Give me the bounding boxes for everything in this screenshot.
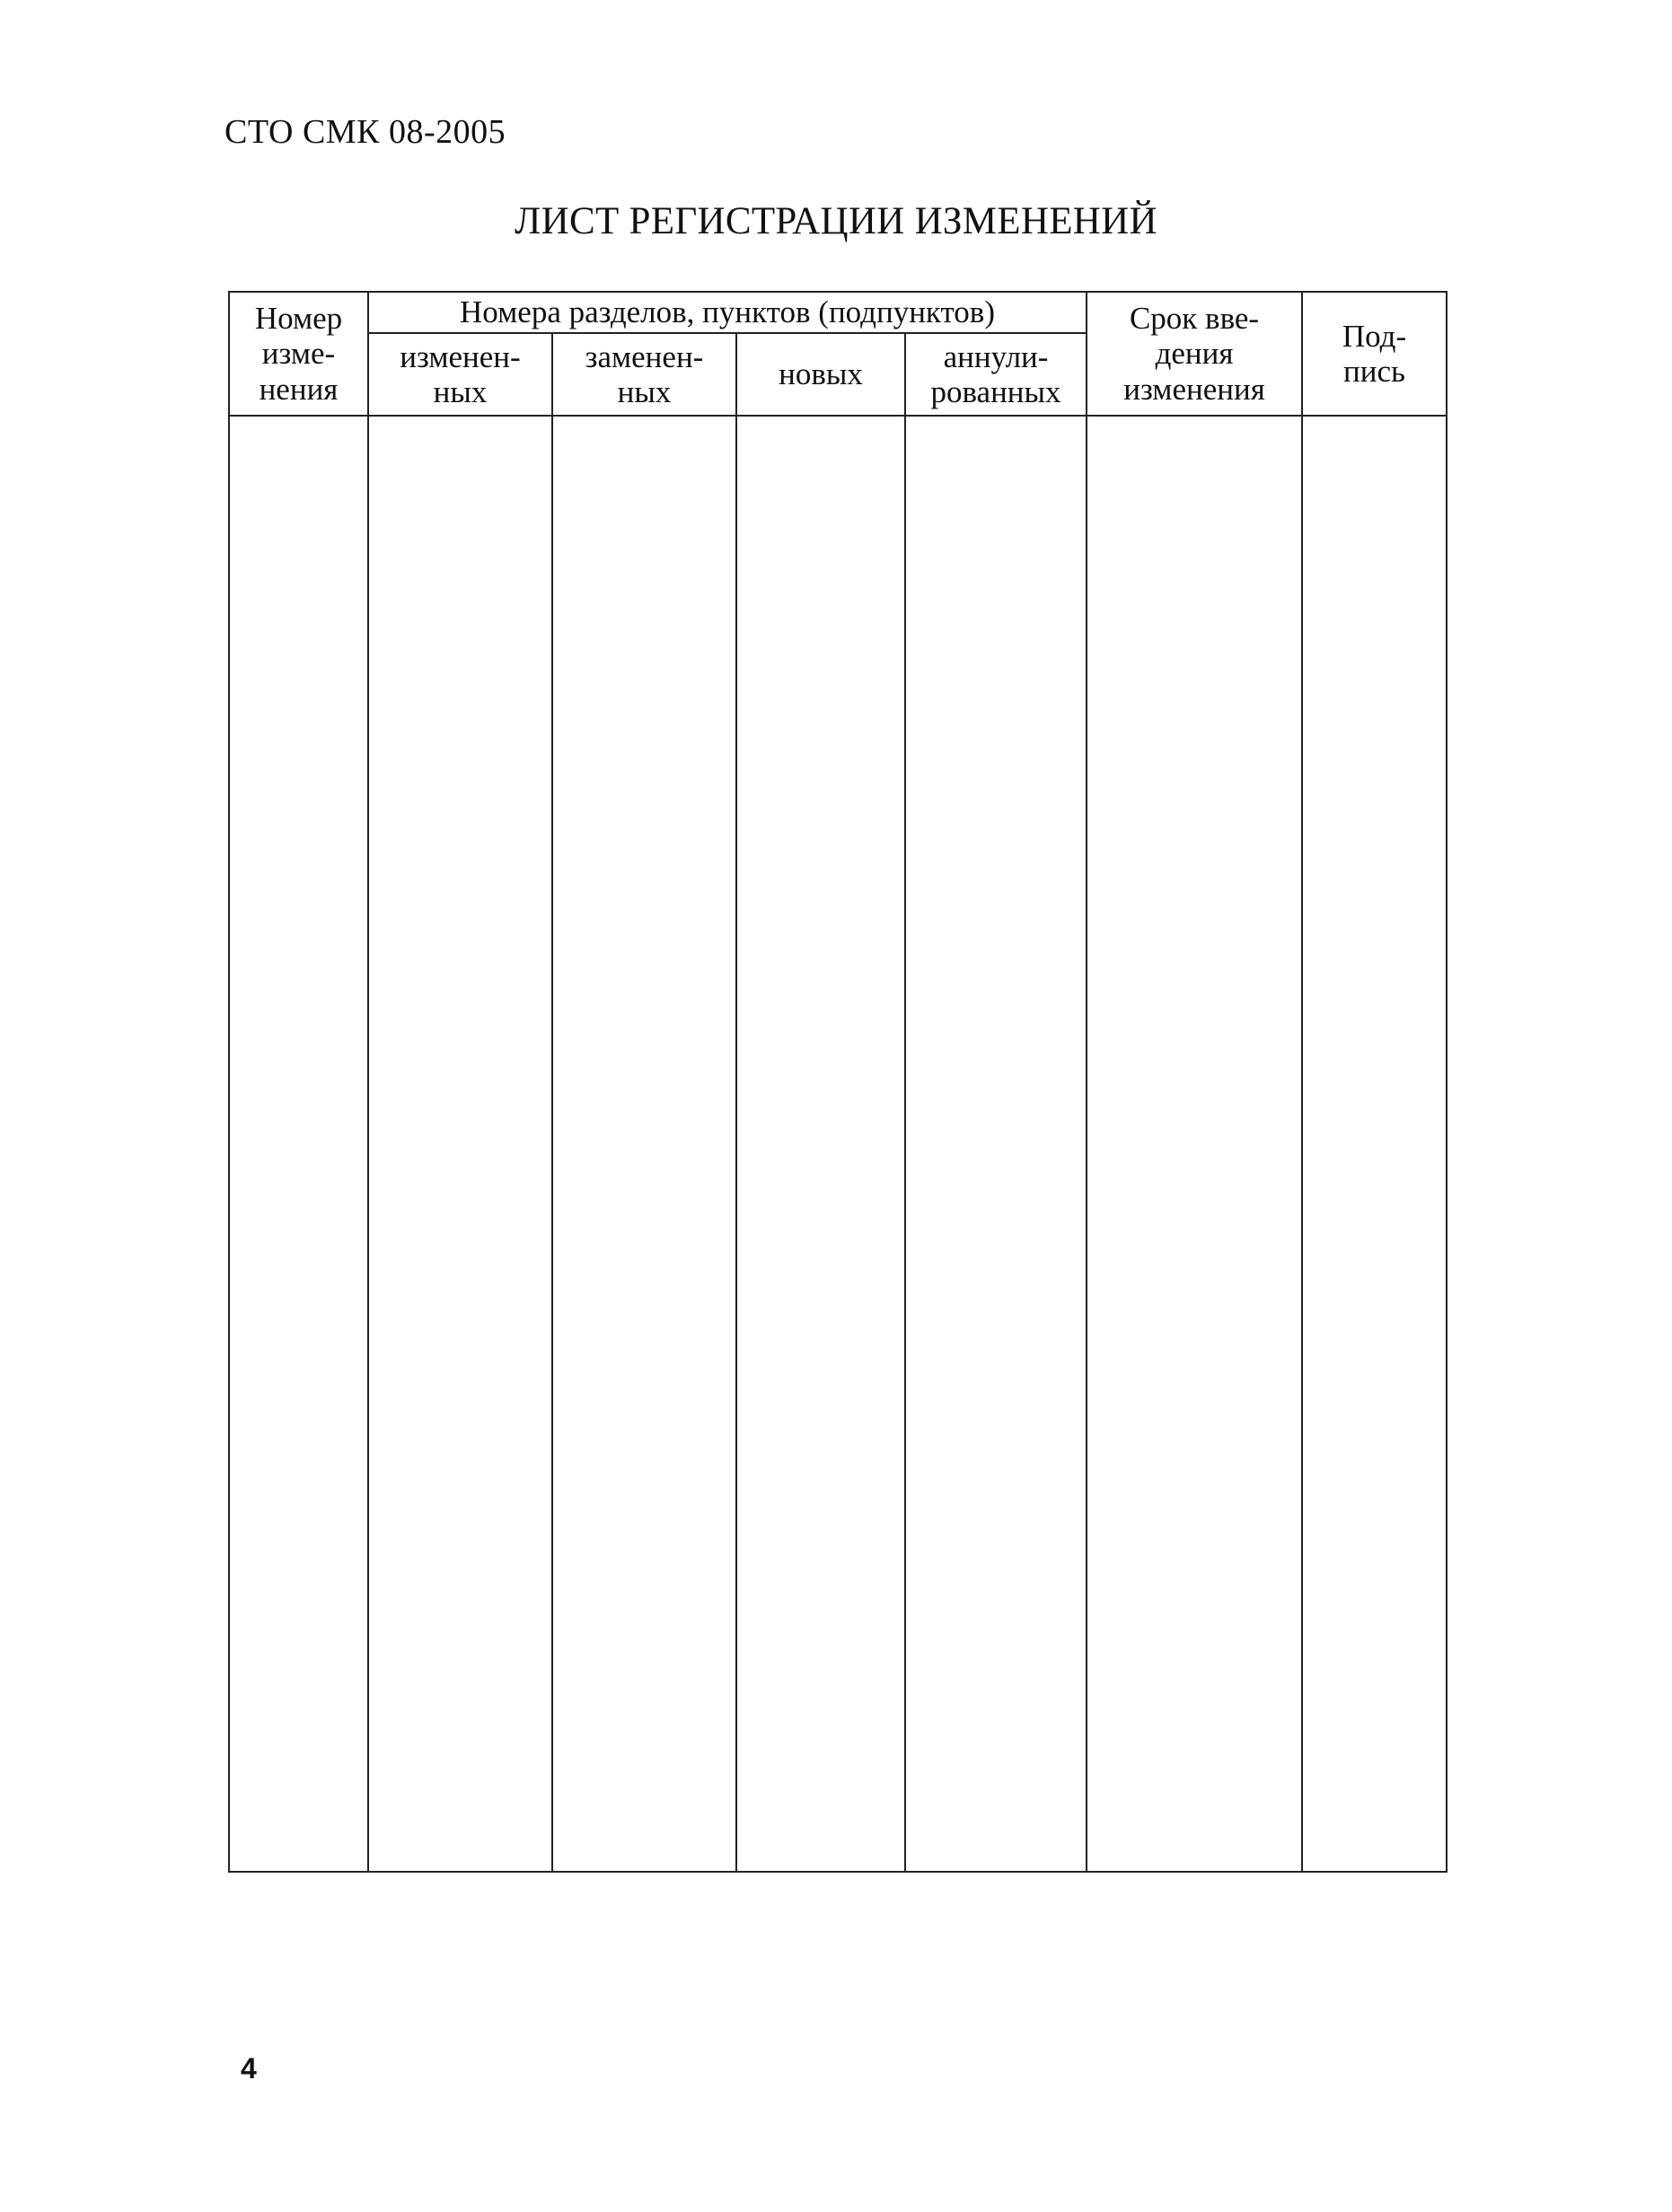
header-new: новых xyxy=(736,333,905,416)
cell-changed xyxy=(368,416,552,1872)
cell-change-number xyxy=(229,416,368,1872)
header-section-numbers-group: Номера разделов, пунктов (подпунктов) xyxy=(368,292,1087,333)
cell-annulled xyxy=(905,416,1087,1872)
header-replaced: заменен- ных xyxy=(552,333,736,416)
header-signature: Под- пись xyxy=(1302,292,1447,416)
document-code: СТО СМК 08-2005 xyxy=(224,113,506,151)
table-row xyxy=(229,416,1447,1872)
header-annulled: аннули- рованных xyxy=(905,333,1087,416)
cell-new xyxy=(736,416,905,1872)
cell-replaced xyxy=(552,416,736,1872)
cell-effective-date xyxy=(1087,416,1302,1872)
page-number: 4 xyxy=(241,2052,257,2085)
cell-signature xyxy=(1302,416,1447,1872)
header-change-number: Номер изме- нения xyxy=(229,292,368,416)
change-registration-table xyxy=(228,291,1448,1873)
header-effective-date: Срок вве- дения изменения xyxy=(1087,292,1302,416)
page-title: ЛИСТ РЕГИСТРАЦИИ ИЗМЕНЕНИЙ xyxy=(515,200,1157,242)
header-changed: изменен- ных xyxy=(368,333,552,416)
